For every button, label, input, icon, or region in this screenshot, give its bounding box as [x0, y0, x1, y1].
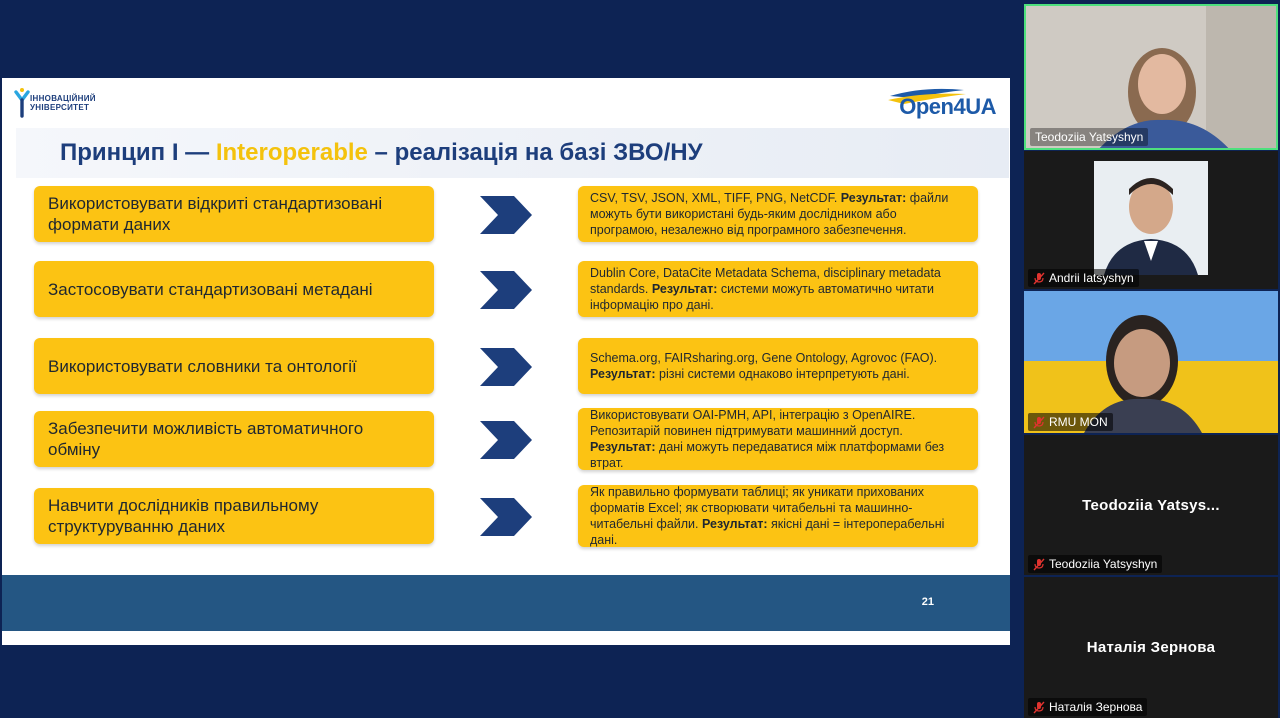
participant-name-tag: RMU MON [1028, 413, 1113, 431]
chevron-right-icon [480, 196, 532, 234]
participant-name-tag: Andrii Iatsyshyn [1028, 269, 1139, 287]
chevron-right-icon [480, 348, 532, 386]
slide-title: Принцип I — Interoperable – реалізація на базі ЗВО/НУ [60, 139, 703, 166]
principle-row [2, 261, 1010, 319]
action-box: Забезпечити можливість автоматичного обміну [34, 411, 434, 467]
shared-slide [2, 78, 1010, 645]
microphone-muted-icon [1033, 558, 1045, 571]
action-box: Використовувати словники та онтології [34, 338, 434, 394]
principle-row [2, 408, 1010, 470]
chevron-right-icon [480, 421, 532, 459]
title-bar [16, 128, 1009, 178]
page-number: 21 [921, 596, 934, 608]
microphone-muted-icon [1033, 416, 1045, 429]
principle-row [2, 186, 1010, 244]
participant-name-tag: Наталія Зернова [1028, 698, 1147, 716]
microphone-muted-icon [1033, 272, 1045, 285]
result-label: Результат: [702, 517, 768, 531]
action-box: Навчити дослідників правильному структуруванню даних [34, 488, 434, 544]
participant-name-tag: Teodoziia Yatsyshyn [1030, 128, 1148, 146]
participant-tile[interactable] [1024, 151, 1278, 289]
action-box: Використовувати відкриті стандартизовані формати даних [34, 186, 434, 242]
result-label: Результат: [840, 191, 907, 205]
result-box: Schema.org, FAIRsharing.org, Gene Ontology, Agrovoc (FAO). Результат: різні системи однаково інтерпретують дані. [578, 338, 978, 394]
participant-tile[interactable] [1024, 577, 1278, 718]
slide-header [2, 78, 1010, 128]
participant-tile[interactable] [1024, 435, 1278, 575]
result-label: Результат: [590, 440, 656, 454]
participant-display-name: Teodoziia Yatsys... [1082, 497, 1220, 514]
participant-tile-active-speaker[interactable] [1024, 4, 1278, 150]
result-box: Dublin Core, DataCite Metadata Schema, disciplinary metadata standards. Результат: системи можуть автоматично читати інформацію про дані. [578, 261, 978, 317]
result-label: Результат: [590, 367, 656, 381]
principle-row [2, 338, 1010, 396]
result-box: Як правильно формувати таблиці; як уникати прихованих форматів Excel; як створювати читабельні та машинно-читабельні файли. Результат: якісні дані = інтероперабельні дані. [578, 485, 978, 547]
chevron-right-icon [480, 498, 532, 536]
open4ua-logo-text: Open4UA [899, 94, 996, 119]
participant-video-icon [1024, 291, 1278, 433]
chevron-right-icon [480, 271, 532, 309]
result-box: Використовувати OAI-PMH, API, інтеграцію з OpenAIRE. Репозитарій повинен підтримувати машинний доступ. Результат: дані можуть передаватися між платформами без втрат. [578, 408, 978, 470]
participant-tile[interactable] [1024, 291, 1278, 433]
microphone-muted-icon [1033, 701, 1045, 714]
participant-display-name: Наталія Зернова [1086, 639, 1216, 656]
participant-avatar-icon [1094, 161, 1208, 275]
university-logo-text: ІННОВАЦІЙНИЙ УНІВЕРСИТЕТ [30, 94, 96, 112]
result-label: Результат: [651, 282, 718, 296]
principle-row [2, 485, 1010, 547]
result-box: CSV, TSV, JSON, XML, TIFF, PNG, NetCDF. Результат: файли можуть бути використані будь-яким дослідником або програмою, незалежно від програмного забезпечення. [578, 186, 978, 242]
title-accent: Interoperable [215, 139, 368, 166]
participant-name-tag: Teodoziia Yatsyshyn [1028, 555, 1162, 573]
action-box: Застосовувати стандартизовані метадані [34, 261, 434, 317]
slide-footer [2, 575, 1010, 631]
